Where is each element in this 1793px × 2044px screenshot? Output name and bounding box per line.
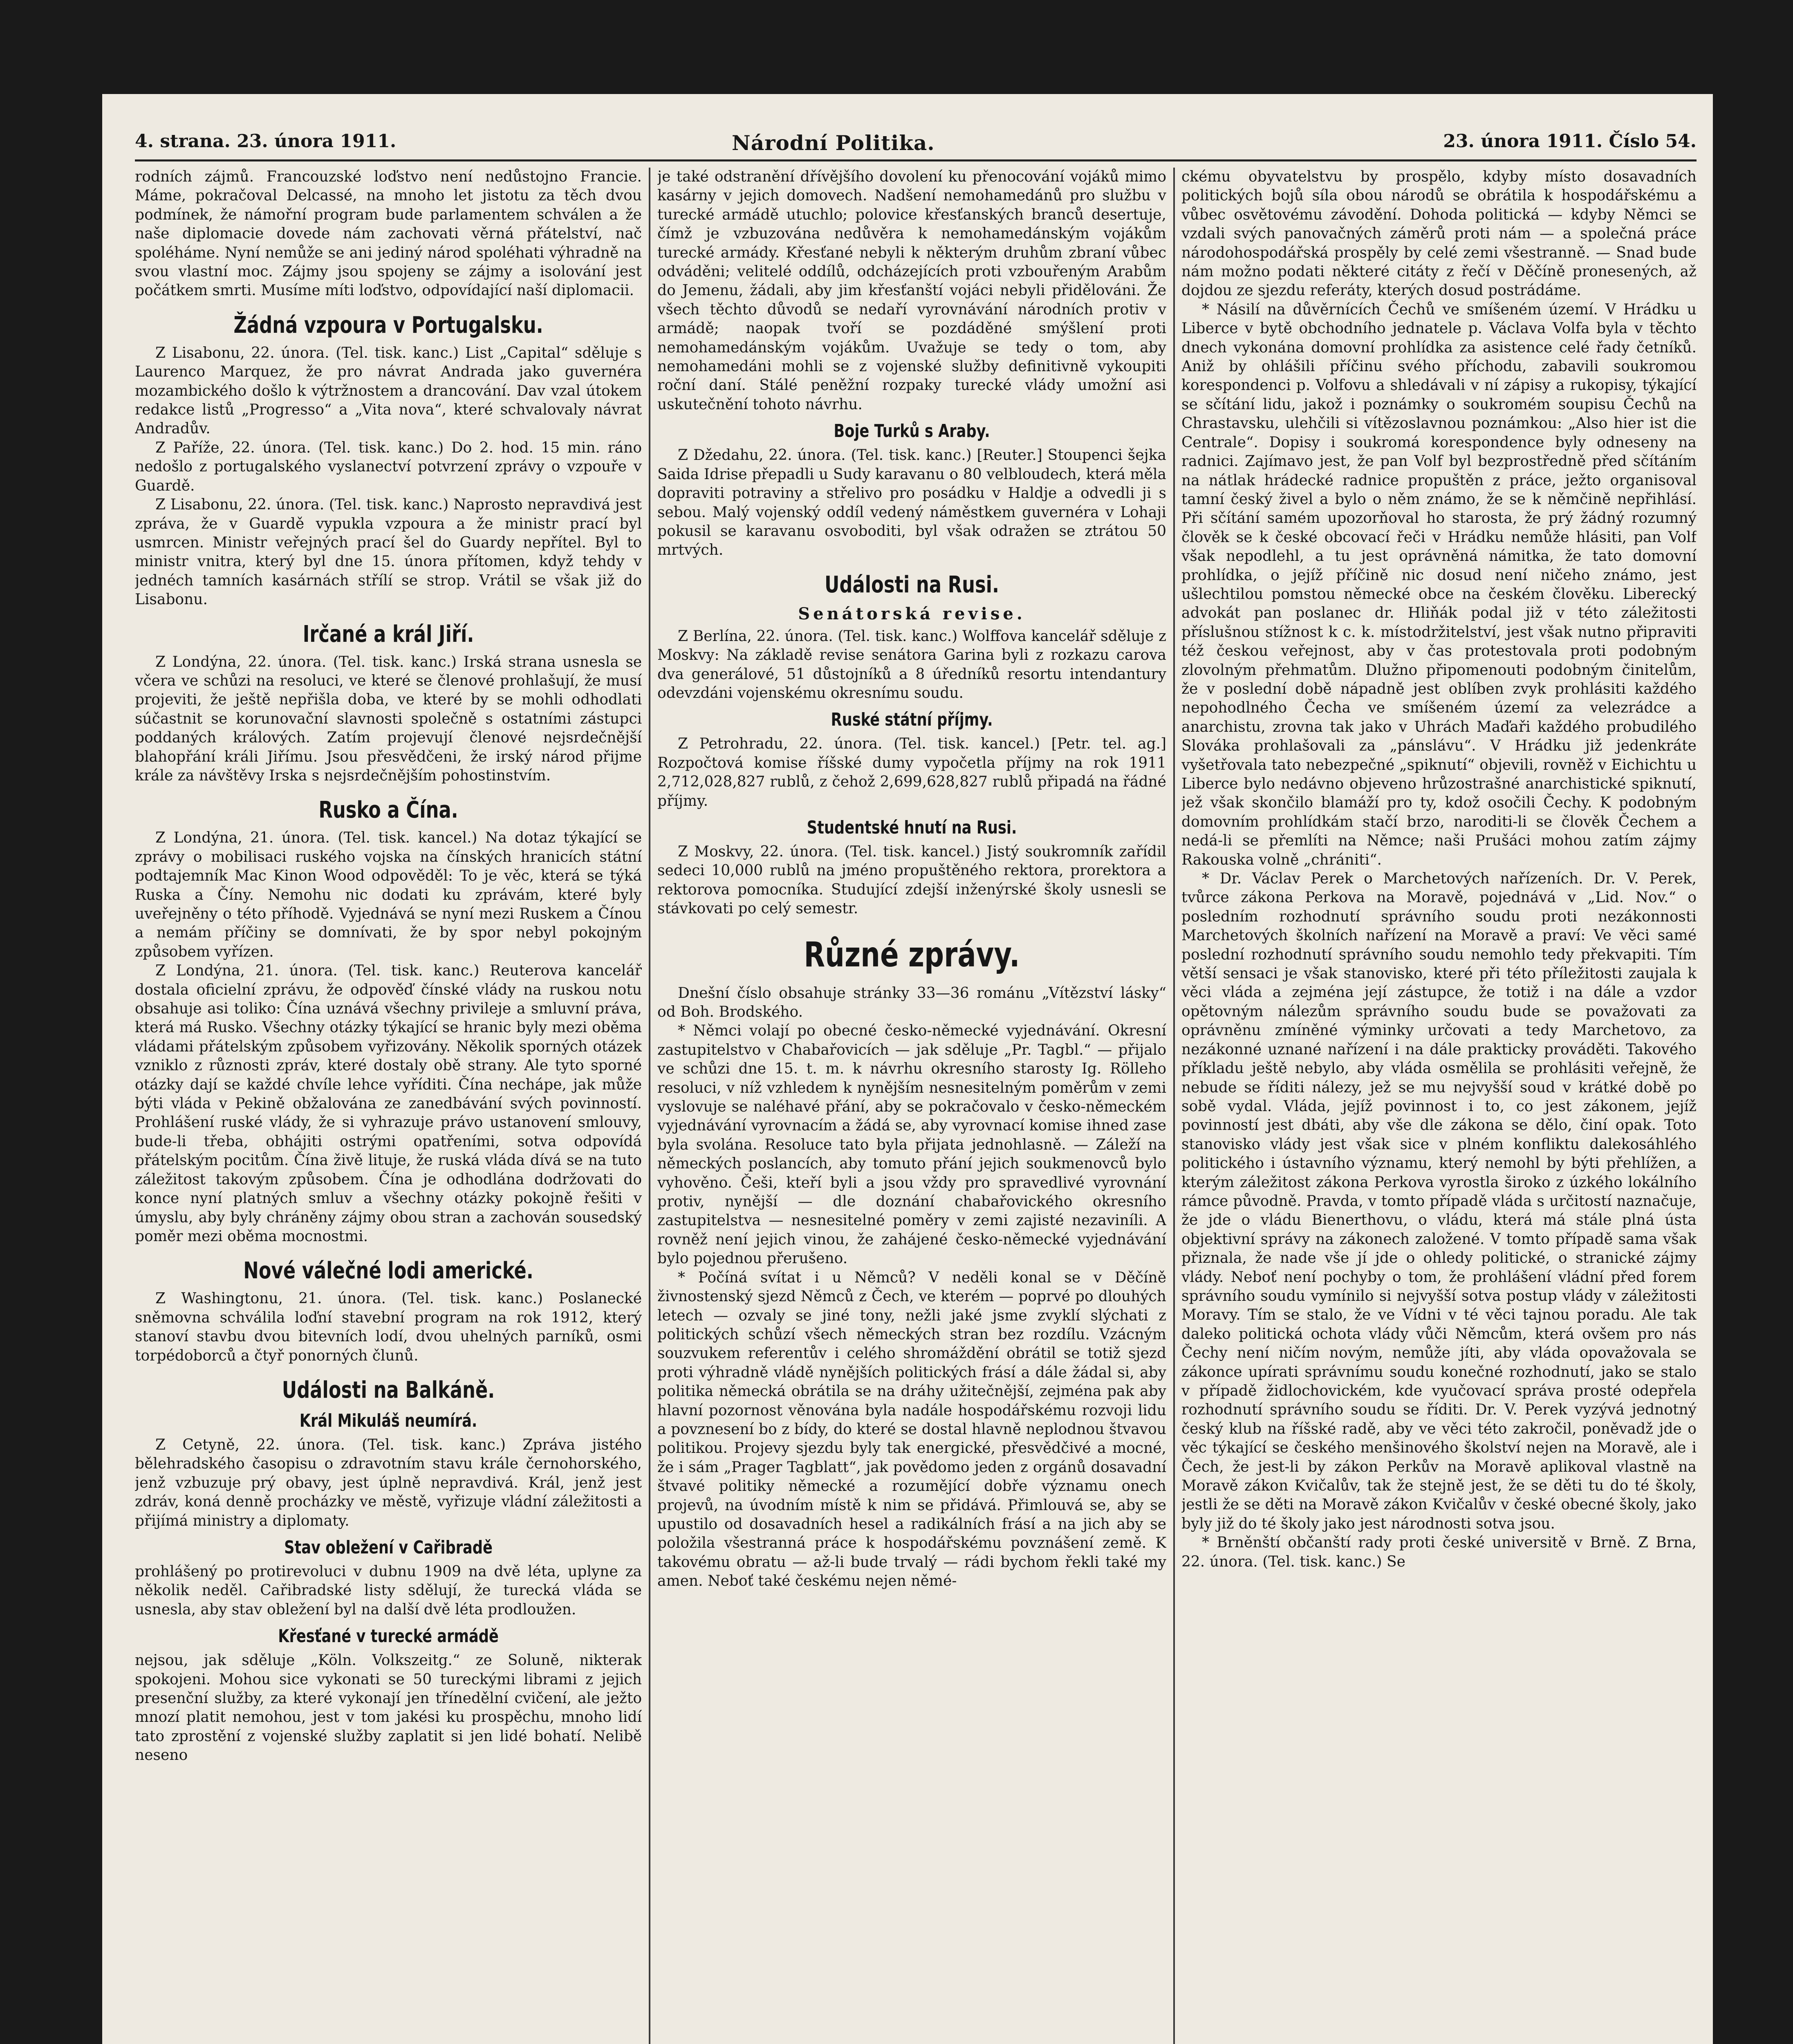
article-heading: Irčané a král Jiří. xyxy=(303,621,474,648)
article-paragraph: Z Londýna, 21. února. (Tel. tisk. kancel.) Na dotaz týkající se zprávy o mobilisaci ruského vojska na čínských hranicích státní podtajemník Mac Kinon Wood odpověděl: To je věc, která se týká Ruska a Číny. Nemohu nic dodati ku zprávám, které byly uveřejněny o této příhodě. Vyjednává se nyní mezi Ruskem a Čínou a nemám příčiny se domnívati, že by spor nebyl pokojným způsobem vyřízen. xyxy=(135,829,642,960)
article-paragraph: je také odstranění dřívějšího dovolení ku přenocování vojáků mimo kasárny v jejich domovech. Nadšení nemohamedánů pro službu v turecké armádě utuchlo; polovice křesťanských branců desertuje, čímž je vzbuzována nedůvěra k nemohamedánským vojákům turecké armády. Křesťané nebyli k některým druhům zbraní vůbec odváděni; velitelé oddílů, odcházejících proti vzbouřeným Arabům do Jemenu, žádali, aby jim křesťanští vojáci nebyli přidělováni. Že všech těchto důvodů se nedaří vyrovnávání národních protiv v armádě; naopak tvoří se pozdáděné smýšlení proti nemohamedánským vojákům. Uvažuje se tedy o tom, aby nemohamedáni mohli se z vojenské služby definitivně vykoupiti roční daní. Stálé peněžní rozpaky turecké vlády umožní asi uskutečnění tohoto návrhu. xyxy=(657,168,1166,413)
article-heading: Studentské hnutí na Rusi. xyxy=(807,817,1017,838)
article-heading: Žádná vzpoura v Portugalsku. xyxy=(233,312,543,338)
article-paragraph: * Brněnští občanští rady proti české universitě v Brně. Z Brna, 22. února. (Tel. tisk. kanc.) Se xyxy=(1181,1534,1697,1570)
article-paragraph: Z Londýna, 22. února. (Tel. tisk. kanc.) Irská strana usnesla se včera ve schůzi na resoluci, ve které se členové prohlašují, že musí projeviti, že ještě nepřišla doba, ve které by se mohli odhodlati súčastnit se korunovační slavnosti společně s ostatními zástupci poddaných králových. Zatím projevují členové nejsrdečnější blahopřání králi Jiřímu. Jsou přesvědčeni, že irský národ přijme krále za návštěvy Irska s nejsrdečnějším pohostinstvím. xyxy=(135,653,642,784)
column-divider xyxy=(649,168,650,2044)
section-heading: Události na Rusi. xyxy=(825,571,999,598)
column-3 xyxy=(1181,168,1697,2044)
article-paragraph: * Němci volají po obecné česko-německé vyjednávání. Okresní zastupitelstvo v Chabařovicích — jak sděluje „Pr. Tagbl.“ — přijalo ve schůzi dne 15. t. m. k návrhu okresního starosty Ig. Rölleho resoluci, v níž vzhledem k nynějším nesnesitelným poměrům v zemi vyslovuje se naléhavé přání, aby se pokračovalo v česko-německém vyjednávání vyrovnacím a žádá se, aby vyrovnací komise ihned zase byla svolána. Resoluce tato byla přijata jednohlasně. — Záleží na německých poslancích, aby tomuto přání jejich soukmenovců bylo vyhověno. Češi, kteří byli a jsou vždy pro spravedlivé vyrovnání protiv, nynější — dle doznání chabařovického okresního zastupitelstva — nesnesitelné poměry v zemi zajisté nezaviníli. A rovněž není jejich vinou, že zahájené česko-německé vyjednávání bylo pojednou přerušeno. xyxy=(657,1022,1166,1267)
scanned-page xyxy=(102,94,1713,2044)
article-paragraph: Dnešní číslo obsahuje stránky 33—36 románu „Vítězství lásky“ od Boh. Brodského. xyxy=(657,984,1166,1020)
article-paragraph: Z Londýna, 21. února. (Tel. tisk. kanc.) Reuterova kancelář dostala oficielní zprávu, že odpověď čínské vlády na ruskou notu obsahuje asi toliko: Čína uznává všechny privileje a smluvní práva, která má Rusko. Všechny otázky týkající se hranic byly mezi oběma vládami přátelským způsobem vyřizovány. Několik sporných otázek vzniklo z různosti zpráv, které dostaly obě strany. Ale tyto sporné otázky dají se každé chvíle lehce vyříditi. Čína nechápe, jak může býti vláda v Pekině obžalována ze zanedbávání svých povinností. Prohlášení ruské vlády, že si vyhrazuje právo ustanovení smlouvy, bude-li třeba, obhájiti ostrými opatřeními, sotva odpovídá přátelským pocitům. Čína živě lituje, že ruská vláda dívá se na tuto záležitost takovým způsobem. Čína je odhodlána dodržovati do konce nyní platných smluv a všechny otázky pokojně řešiti v úmyslu, aby byly chráněny zájmy obou stran a zachován sousedský poměr mezi oběma mocnostmi. xyxy=(135,962,642,1245)
article-paragraph: ckému obyvatelstvu by prospělo, kdyby místo dosavadních politických bojů síla obou národů se obrátila k hospodářskému a vůbec osvětovému závodění. Dohoda politická — kdyby Němci se vzdali svých panovačných záměrů proti nám — a společná práce národohospodářská prospěly by celé zemi všestranně. — Snad bude nám možno podati některé citáty z řečí v Děčíně pronesených, až dojdou ze sjezdu referáty, kterých dosud postrádáme. xyxy=(1181,168,1697,299)
article-paragraph: Z Lisabonu, 22. února. (Tel. tisk. kanc.) List „Capital“ sděluje s Laurenco Marquez, že pro návrat Andrada jako guvernéra mozambického došlo k výtržnostem a drancování. Dav vzal útokem redakce listů „Progresso“ a „Vita nova“, které schvalovaly návrat Andradův. xyxy=(135,344,642,437)
article-heading: Boje Turků s Araby. xyxy=(834,421,990,442)
header-right: 23. února 1911. Číslo 54. xyxy=(1443,131,1697,152)
article-paragraph: * Dr. Václav Perek o Marchetových nařízeních. Dr. V. Perek, tvůrce zákona Perkova na Moravě, pojednává v „Lid. Nov.“ o posledním rozhodnutí správního soudu proti nezákonnosti Marchetových školních nařízení na Moravě a praví: Ve věci samé poslední rozhodnutí správního soudu nemohlo tedy překvapiti. Tím větší sensaci je však stanovisko, které při této příležitosti zaujala k věci vláda a zejména její zástupce, že totiž i na dále a vzdor opětovným nálezům správního soudu bude se považovati za oprávněnu zmíněné výminky určovati a tedy Marchetovo, za nezákonné uznané nařízení i na dále prakticky prováděti. Takového příkladu ještě nebylo, aby vláda osmělila se prohlásiti veřejně, že nebude se říditi nálezy, jež se mu nejvyšší soud v krátké době po sobě vydal. Vláda, jejíž povinnost i to, co jest zákonem, jejíž povinností jest dbáti, aby vše dle zákona se dělo, činí opak. Toto stanovisko vlády jest však sice v plném konfliktu dalekosáhlého politického i ústavního významu, který nemohl by býti přehlížen, a kterým záležitost zákona Perkova vyrostla široko z úzkého lokálního rámce původně. Pravda, v tomto případě vláda s určitostí naznačuje, že jde o vládu Bienerthovu, o vládu, která má stále plná ústa objektivní správy na zákonech založené. V tomto případě sama však přiznala, že nade vše jí jde o ohledy politické, o stranické zájmy vlády. Neboť není pochyby o tom, že prohlášení vládní před forem správního soudu vymínilo si nejvyšší sotva postup vlády v záležitosti Moravy. Tím se stalo, že ve Vídni v té věci tajnou poradu. Ale tak daleko politická ochota vlády vůči Němcům, která ovšem pro nás Čechy není ničím novým, nemůže jíti, aby vláda opovažovala se zákonce upírati správnímu soudu konečné rozhodnutí, jako se stalo v případě židlochovickém, kde vyučovací správa prosté odepřela rozhodnutí správního soudu se říditi. Dr. V. Perek vyzývá jednotný český klub na říšské radě, aby ve věci této zakročil, poněvadž jde o věc týkající se českého menšinového školství nejen na Moravě, ale i Čech, že jest-li by zákon Perkův na Moravě aplikoval vlastně na Moravě zákon Kvičalův, tak že stejně jest, že se děti tu do té školy, jestli že se děti na Moravě zákon Kvičalův v české obecné školy, jako byly již do té školy jako jest národnosti sotva jsou. xyxy=(1181,870,1697,1532)
article-paragraph: Z Paříže, 22. února. (Tel. tisk. kanc.) Do 2. hod. 15 min. ráno nedošlo z portugalského vyslanectví potvrzení zprávy o vzpouře v Guardě. xyxy=(135,439,642,494)
article-heading: Křesťané v turecké armádě xyxy=(278,1626,499,1647)
header-rule xyxy=(135,159,1697,161)
article-paragraph: Z Berlína, 22. února. (Tel. tisk. kanc.) Wolffova kancelář sděluje z Moskvy: Na základě revise senátora Garina byli z rozkazu carova dva generálové, 51 důstojníků a 8 úředníků resortu intendantury odevzdáni vojenskému okresnímu soudu. xyxy=(657,628,1166,702)
article-heading: Rusko a Čína. xyxy=(318,797,458,824)
header-left: 4. strana. 23. února 1911. xyxy=(135,131,397,152)
article-paragraph: rodních zájmů. Francouzské loďstvo není nedůstojno Francie. Máme, pokračoval Delcassé, na mnoho let jistotu za těch dvou podmínek, že námořní program bude parlamentem schválen a že naše diplomacie dovede nám zachovati věrná přátelství, nač spoléháme. Nyní nemůže se ani jediný národ spoléhati výhradně na svou vlastní moc. Zájmy jsou spojeny se zájmy a isolování jest počátkem smrti. Musíme míti loďstvo, odpovídající naší diplomacii. xyxy=(135,168,642,299)
article-paragraph: Z Cetyně, 22. února. (Tel. tisk. kanc.) Zpráva jistého bělehradského časopisu o zdravotním stavu krále černohorského, jenž vzbuzuje prý obavy, jest úplně nepravdivá. Král, jenž jest zdráv, koná denně procházky ve městě, vyřizuje vládní záležitosti a přijímá ministry a diplomaty. xyxy=(135,1436,642,1529)
section-heading: Události na Balkáně. xyxy=(282,1376,495,1403)
article-paragraph: * Počíná svítat i u Němců? V neděli konal se v Děčíně živnostenský sjezd Němců z Čech, ve kterém — poprvé po dlouhých letech — ozvaly se jiné tony, nežli jaké jsme zvyklí slýchati z politických schůzí všech německých stran bez rozdílu. Vzácným souzvukem referentův i celého shromáždění obrátil se totiž sjezd proti výhradně vládě nynějších politických frásí a dále žádal si, aby politika německá obrátila se na dráhy užitečnější, zejména pak aby hlavní pozornost věnována byla nadále hospodářskému rozvoji lidu a povznesení bo z bídy, do které se dostal hlavně neplodnou štvavou politikou. Projevy sjezdu byly tak energické, přesvědčivé a mocné, že i sám „Prager Tagblatt“, jak povědomo jeden z orgánů dosavadní štvavé politiky německé a rozumějící dobře významu onech projevů, na úvodním místě k nim se přidává. Přimlouvá se, aby se upustilo od dosavadních hesel a radikálních frásí a na jich aby se položila všestranná práce k hospodářskému povznášení země. K takovému obratu — až-li bude trvalý — rádi bychom řekli také my amen. Neboť také českému nejen němé- xyxy=(657,1269,1166,1590)
article-heading: Senátorská revise. xyxy=(798,604,1026,623)
column-2 xyxy=(657,168,1166,2044)
section-heading: Různé zprávy. xyxy=(804,934,1020,975)
column-1 xyxy=(135,168,642,2044)
column-divider xyxy=(1173,168,1175,2044)
article-paragraph: Z Džedahu, 22. února. (Tel. tisk. kanc.) [Reuter.] Stoupenci šejka Saida Idrise přepadli u Sudy karavanu o 80 velbloudech, která měla dopraviti potraviny a střelivo pro posádku v Haldje a odvedli ji s sebou. Malý vojenský oddíl vedený náměstkem guvernéra v Lohaji pokusil se karavanu osvoboditi, byl však odražen se ztrátou 50 mrtvých. xyxy=(657,447,1166,559)
article-heading: Král Mikuláš neumírá. xyxy=(299,1410,477,1431)
article-paragraph: Z Moskvy, 22. února. (Tel. tisk. kancel.) Jistý soukromník zařídil sedeci 10,000 rublů na jméno propuštěného rektora, prorektora a rektorova pomocníka. Studující zdejší inženýrské školy usnesli se stávkovati po celý semestr. xyxy=(657,843,1166,917)
article-heading: Ruské státní příjmy. xyxy=(831,709,993,731)
article-paragraph: Z Washingtonu, 21. února. (Tel. tisk. kanc.) Poslanecké sněmovna schválila loďní stavební program na rok 1912, který stanoví stavbu dvou bitevních lodí, dvou uhelných parníků, osmi torpédoborců a čtyř ponorných člunů. xyxy=(135,1290,642,1364)
article-paragraph: * Násilí na důvěrnících Čechů ve smíšeném území. V Hrádku u Liberce v bytě obchodního jednatele p. Václava Volfa byla v těchto dnech vykonána domovní prohlídka za asistence celé řady četníků. Aniž by ohlášili příčinu svého příchodu, zabavili soukromou korespondenci p. Volfovu a shledávali v ní zápisy a rukopisy, týkající se sčítání lidu, jakož i poznámky o soukromém soupisu Čechů na Chrastavsku, ulehčili si vítězoslavnou poznámkou: „Also hier ist die Centrale“. Dopisy i soukromá korespondence byly odneseny na radnici. Zajímavo jest, že pan Volf byl bezprostředně před sčítáním na nátlak hrádecké radnice propuštěn z práce, ježto organisoval tamní český živel a bylo o něm známo, že se k němčině nepřihlásí. Při sčítání samém upozorňoval ho starosta, že prý žádný rozumný člověk se k české obcovací řeči v Hrádku nemůže hlásiti, pan Volf však nepodlehl, a tu jest oprávněná námitka, že tato domovní prohlídka, o jejíž příčině nic dosud není ničeho známo, jest ušlechtilou pomstou německé obce na českém člověku. Liberecký advokát pan poslanec dr. Hliňák podal již v této záležitosti příslušnou stížnost k c. k. místodržitelství, jest však nutno připraviti též českou veřejnost, aby v čas protestovala proti podobným zlovolným přehmatům. Dlužno připomenouti podobným činitelům, že v poslední době nápadně jest oblíben zvyk prohlásiti každého nepohodlného Čecha ve smíšeném území za velezrádce a anarchistu, zrovna tak jako v Uhrách Maďaři každého probudilého Slováka prohlašovali za „pánslávu“. V Hrádku již jedenkráte vyšetřovala tato nebezpečné „spiknutí“ objevili, rovněž v Eichichtu u Liberce bylo nedávno objeveno hrůzostrašné anarchistické spiknutí, jež však skončilo blamáží pro ty, kdož osočili Čechy. K podobným domovním prohlídkám stačí brzo, naroditi-li se člověk Čechem a nedá-li se přemlíti na Němce; naši Prušáci mohou zatím zájmy Rakouska volně „chrániti“. xyxy=(1181,301,1697,868)
article-paragraph: prohlášený po protirevoluci v dubnu 1909 na dvě léta, uplyne za několik neděl. Cařibradské listy sdělují, že turecká vláda se usnesla, aby stav obležení byl na další dvě léta prodloužen. xyxy=(135,1563,642,1618)
masthead-title: Národní Politika. xyxy=(732,131,935,155)
article-paragraph: Z Lisabonu, 22. února. (Tel. tisk. kanc.) Naprosto nepravdivá jest zpráva, že v Guardě vypukla vzpoura a že ministr prací byl usmrcen. Ministr veřejných prací šel do Guardy nepřítel. Byl to ministr vnitra, který byl dne 15. února přítomen, když tehdy v jednéch tamních kasárnách střílí se strop. Vrátil se však již do Lisabonu. xyxy=(135,496,642,608)
page-header xyxy=(135,131,1697,159)
article-heading: Nové válečné lodi americké. xyxy=(243,1257,533,1284)
newspaper-page xyxy=(135,131,1697,2044)
article-paragraph: Z Petrohradu, 22. února. (Tel. tisk. kancel.) [Petr. tel. ag.] Rozpočtová komise říšské dumy vypočetla příjmy na rok 1911 2,712,028,827 rublů, z čehož 2,699,628,827 rublů připadá na řádné příjmy. xyxy=(657,735,1166,809)
article-heading: Stav obležení v Cařibradě xyxy=(284,1537,493,1558)
article-paragraph: nejsou, jak sděluje „Köln. Volkszeitg.“ ze Soluně, nikterak spokojeni. Mohou sice vykonati se 50 tureckými librami z jejich presenční služby, za které vykonají jen třínedělní cvičení, ale ježto mnozí platit nemohou, jest v tom jakési ku prospěchu, mnoho lidí tato zprostění z vojenské služby zaplatit si jen lidé bohatí. Nelibě neseno xyxy=(135,1652,642,1764)
